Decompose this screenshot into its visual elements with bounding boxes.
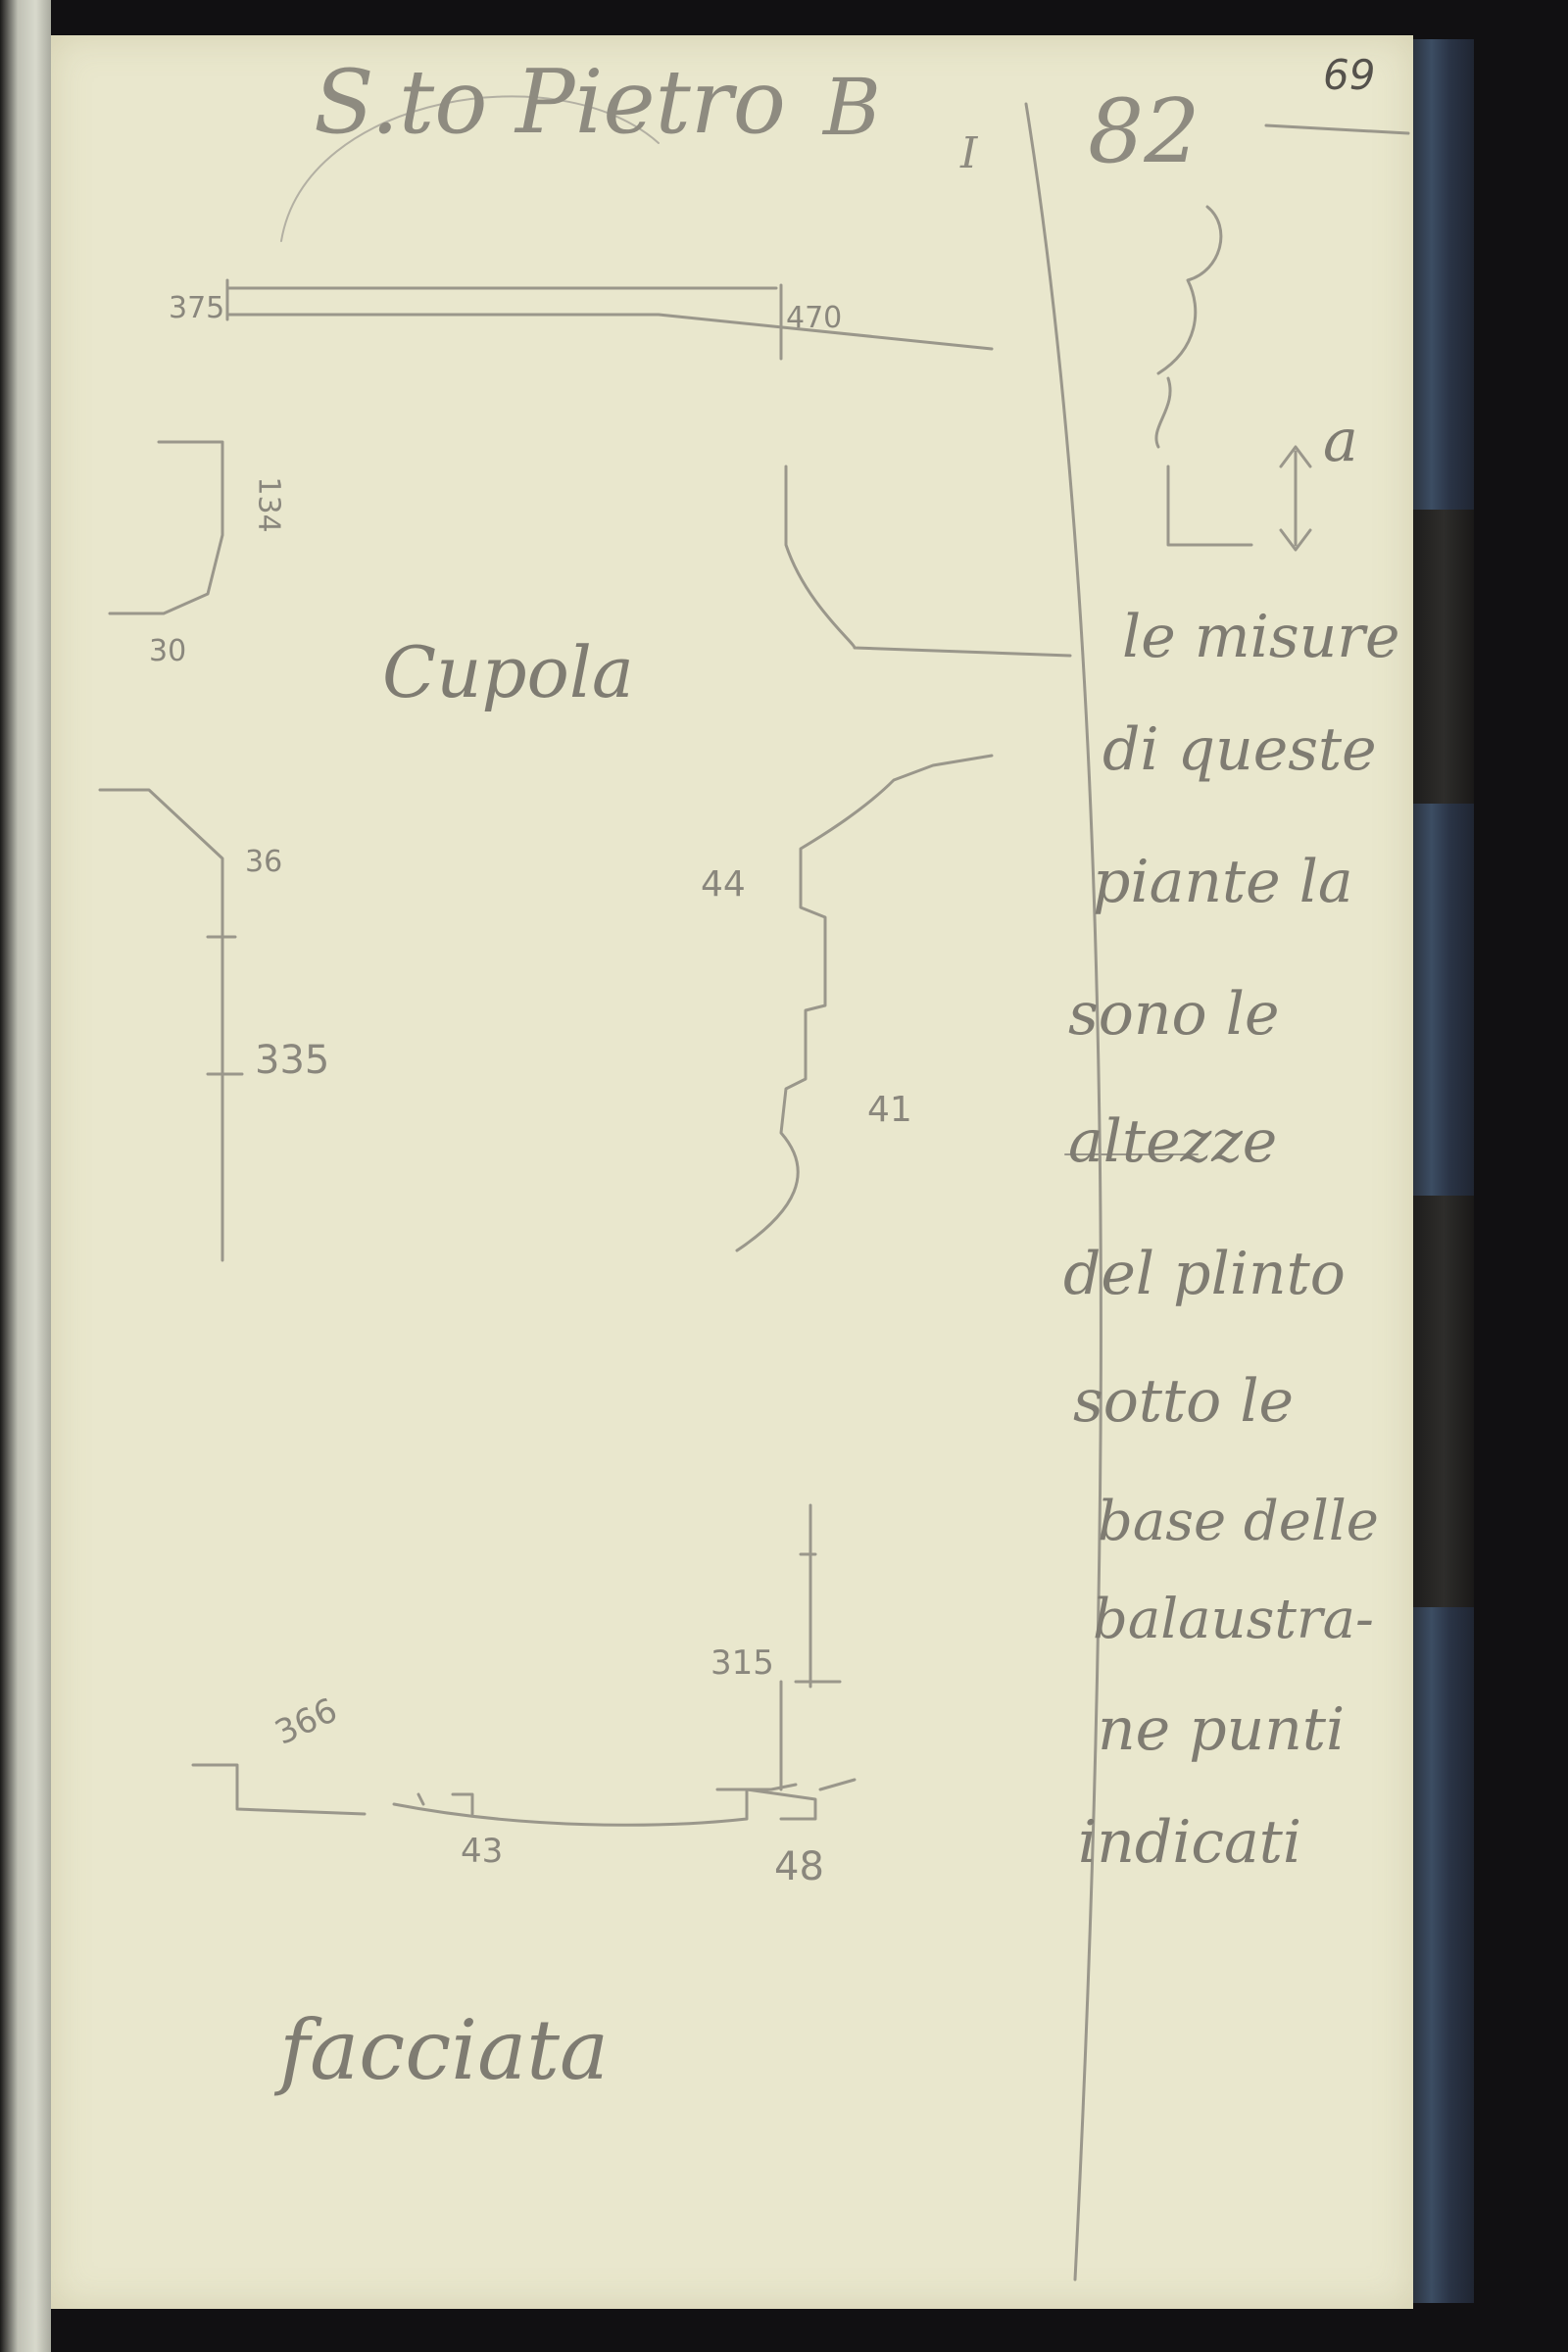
measurement-43: 43 bbox=[461, 1832, 504, 1871]
measurement-134: 134 bbox=[251, 476, 286, 533]
note-line: indicati bbox=[1078, 1808, 1302, 1877]
cornice-bar bbox=[227, 280, 992, 359]
note-line: altezze bbox=[1068, 1107, 1278, 1176]
note-line: sono le bbox=[1068, 980, 1280, 1049]
measurement-44: 44 bbox=[701, 864, 746, 905]
measurement-48: 48 bbox=[774, 1844, 824, 1889]
height-arrow bbox=[1168, 447, 1310, 550]
facing-page-edge bbox=[0, 0, 51, 2352]
header-figure: 82 bbox=[1088, 80, 1200, 183]
divider-curve bbox=[1026, 104, 1101, 2279]
header-title: S.to Pietro bbox=[314, 51, 786, 154]
note-line: le misure bbox=[1122, 603, 1400, 671]
facciata-label: facciata bbox=[279, 2002, 610, 2098]
note-line: base delle bbox=[1098, 1490, 1379, 1553]
profile-left-middle bbox=[100, 790, 242, 1260]
note-line: ne punti bbox=[1098, 1695, 1346, 1764]
cupola-label: Cupola bbox=[382, 631, 634, 713]
note-line: del plinto bbox=[1063, 1240, 1346, 1308]
notebook-spine bbox=[1411, 39, 1474, 2303]
profile-right-middle bbox=[737, 756, 992, 1250]
note-line: balaustra- bbox=[1093, 1588, 1374, 1651]
note-line: sotto le bbox=[1073, 1367, 1295, 1436]
profile-right-upper bbox=[786, 466, 1070, 656]
base-plan bbox=[193, 1765, 855, 1825]
note-line: di queste bbox=[1102, 715, 1377, 784]
base-plan-pier bbox=[781, 1505, 840, 1789]
page-number: 69 bbox=[1323, 51, 1376, 99]
measurement-36: 36 bbox=[245, 845, 283, 879]
measurement-335: 335 bbox=[255, 1038, 330, 1083]
note-line: piante la bbox=[1093, 848, 1353, 916]
measurement-366: 366 bbox=[269, 1690, 344, 1753]
measurement-315: 315 bbox=[710, 1643, 774, 1683]
measurement-470: 470 bbox=[786, 301, 843, 335]
measurement-41: 41 bbox=[867, 1090, 912, 1130]
spine-band bbox=[1413, 510, 1474, 804]
arrow-letter: a bbox=[1323, 407, 1358, 475]
header-underline bbox=[1266, 125, 1408, 133]
header-letter: B bbox=[823, 62, 881, 153]
measurement-375: 375 bbox=[169, 291, 225, 325]
profile-left-upper bbox=[110, 442, 222, 613]
measurement-30: 30 bbox=[149, 634, 187, 668]
spine-band bbox=[1413, 1196, 1474, 1607]
header-section: I bbox=[960, 128, 978, 178]
ornament-sketch bbox=[1156, 207, 1221, 447]
